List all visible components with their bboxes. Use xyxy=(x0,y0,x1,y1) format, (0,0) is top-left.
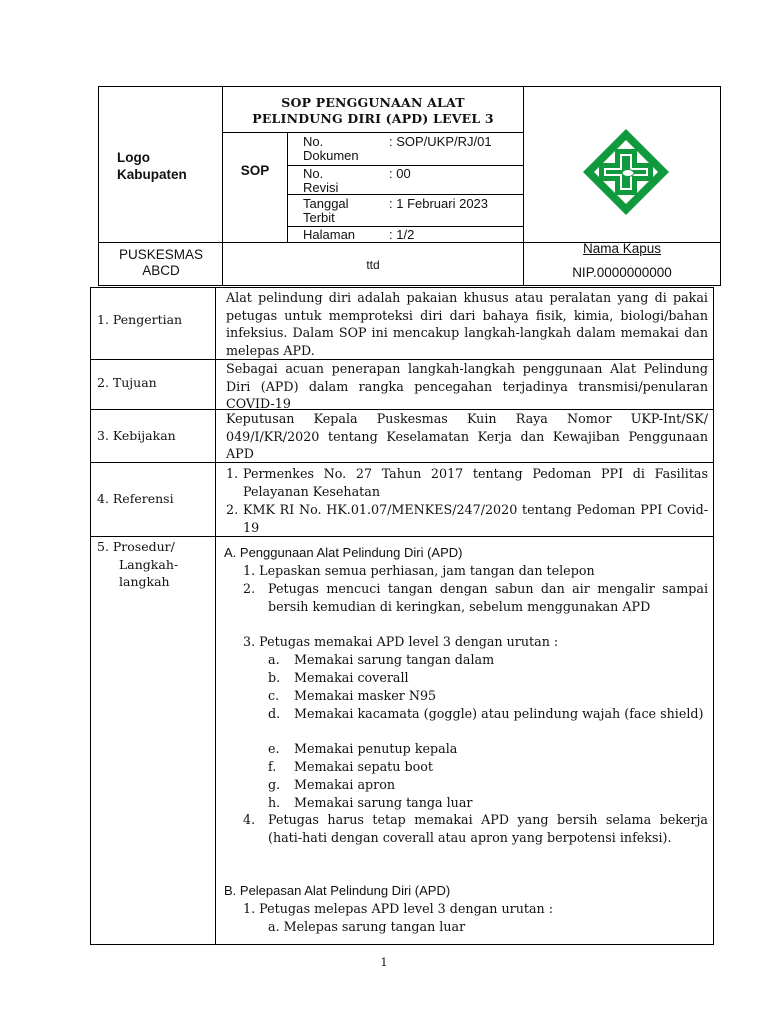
procedure-a-step-3: 3. Petugas memakai APD level 3 dengan urutan : xyxy=(243,634,559,649)
prosedur-label-line: 5. Prosedur/ xyxy=(97,539,175,554)
procedure-a-step-2: Petugas mencuci tangan dengan sabun dan air mengalir sampai bersih kemudian di keringkan, sebelum menggunakan APD xyxy=(268,581,708,614)
referensi-item-number: 1. xyxy=(226,466,239,481)
kapus-nip: NIP.0000000000 xyxy=(572,265,672,280)
sub-text: Memakai sarung tanga luar xyxy=(294,795,473,810)
title-line-1: SOP PENGGUNAAN ALAT xyxy=(281,95,465,110)
meta-key-halaman: Halaman xyxy=(303,227,356,242)
meta-key-tanggal-terbit: Tanggal Terbit xyxy=(303,196,349,225)
meta-key-no-dokumen: No. Dokumen xyxy=(303,134,359,163)
section-label-pengertian: 1. Pengertian xyxy=(97,312,183,327)
sub-text: Memakai kacamata (goggle) atau pelindung wajah (face shield) xyxy=(294,706,704,721)
sub-letter: g. xyxy=(268,777,281,792)
procedure-a-step-4: Petugas harus tetap memakai APD yang bersih selama bekerja (hati-hati dengan coverall atau apron yang berpotensi infeksi). xyxy=(268,812,708,845)
sub-letter: c. xyxy=(268,688,280,703)
sub-letter: b. xyxy=(268,670,281,685)
prosedur-label-line: Langkah- xyxy=(119,556,179,572)
section-text-pengertian: Alat pelindung diri adalah pakaian khusus atau peralatan yang di pakai petugas untuk memproteksi diri dari bahaya fisik, kimia, biologi/bahan infeksius. Dalam SOP ini mencakup langkah-langkah dalam memakai dan melepas APD. xyxy=(226,290,708,358)
sub-letter: h. xyxy=(268,795,281,810)
referensi-item-number: 2. xyxy=(226,502,239,517)
referensi-item xyxy=(226,465,708,501)
sub-text: Memakai sepatu boot xyxy=(294,759,433,774)
sop-label: SOP xyxy=(240,163,270,178)
sub-text: Memakai penutup kepala xyxy=(294,741,458,756)
kapus-name: Nama Kapus xyxy=(582,241,662,256)
meta-key-no-revisi: No. Revisi xyxy=(303,166,339,195)
section-label-referensi: 4. Referensi xyxy=(97,491,174,506)
document-title xyxy=(223,95,523,127)
section-text-tujuan: Sebagai acuan penerapan langkah-langkah penggunaan Alat Pelindung Diri (APD) dalam rangka pencegahan terjadinya transmisi/penularan COVID-19 xyxy=(226,361,708,411)
sub-text: Memakai masker N95 xyxy=(294,688,437,703)
sop-body-table xyxy=(90,287,714,945)
sub-text: Memakai sarung tangan dalam xyxy=(294,652,495,667)
referensi-item-text: KMK RI No. HK.01.07/MENKES/247/2020 tentang Pedoman PPI Covid-19 xyxy=(243,502,708,535)
meta-value-halaman: : 1/2 xyxy=(389,227,415,242)
section-label-kebijakan: 3. Kebijakan xyxy=(97,428,176,443)
header-divider xyxy=(222,132,523,133)
procedure-a-step-2-number: 2. xyxy=(243,581,256,596)
procedure-b-step-1: 1. Petugas melepas APD level 3 dengan urutan : xyxy=(243,901,554,916)
procedure-a-step-1: 1. Lepaskan semua perhiasan, jam tangan dan telepon xyxy=(243,563,595,578)
sub-letter: f. xyxy=(268,759,277,774)
header-table xyxy=(98,86,721,286)
sub-letter: e. xyxy=(268,741,280,756)
meta-value-no-revisi: : 00 xyxy=(389,166,411,181)
procedure-b-title: B. Pelepasan Alat Pelindung Diri (APD) xyxy=(224,883,451,898)
referensi-item-text: Permenkes No. 27 Tahun 2017 tentang Pedoman PPI di Fasilitas Pelayanan Kesehatan xyxy=(243,466,708,499)
sub-letter: a. xyxy=(268,652,280,667)
puskesmas-name: PUSKESMAS ABCD xyxy=(118,247,204,278)
section-text-kebijakan: Keputusan Kepala Puskesmas Kuin Raya Nomor UKP-Int/SK/ 049/I/KR/2020 tentang Keselamatan Kerja dan Kewajiban Penggunaan APD xyxy=(226,411,708,461)
puskesmas-logo-icon xyxy=(581,127,671,217)
referensi-item xyxy=(226,501,708,537)
prosedur-label-line: langkah xyxy=(119,574,170,589)
procedure-a-step-4-number: 4. xyxy=(243,812,256,827)
sub-text: Memakai coverall xyxy=(294,670,409,685)
logo-center-mark xyxy=(622,170,634,177)
title-line-2: PELINDUNG DIRI (APD) LEVEL 3 xyxy=(252,111,494,126)
page-number: 1 xyxy=(380,956,388,969)
signature-placeholder: ttd xyxy=(366,258,380,272)
sub-text: Memakai apron xyxy=(294,777,395,792)
meta-value-tanggal-terbit: : 1 Februari 2023 xyxy=(389,196,489,211)
sub-letter: d. xyxy=(268,706,281,721)
section-label-tujuan: 2. Tujuan xyxy=(97,375,157,390)
procedure-a-title: A. Penggunaan Alat Pelindung Diri (APD) xyxy=(224,545,463,560)
column-divider xyxy=(215,288,216,944)
procedure-b-sub-a: a. Melepas sarung tangan luar xyxy=(268,919,466,934)
meta-value-no-dokumen: : SOP/UKP/RJ/01 xyxy=(389,134,492,149)
section-label-prosedur xyxy=(97,538,215,591)
logo-kabupaten-text: Logo Kabupaten xyxy=(117,150,187,182)
